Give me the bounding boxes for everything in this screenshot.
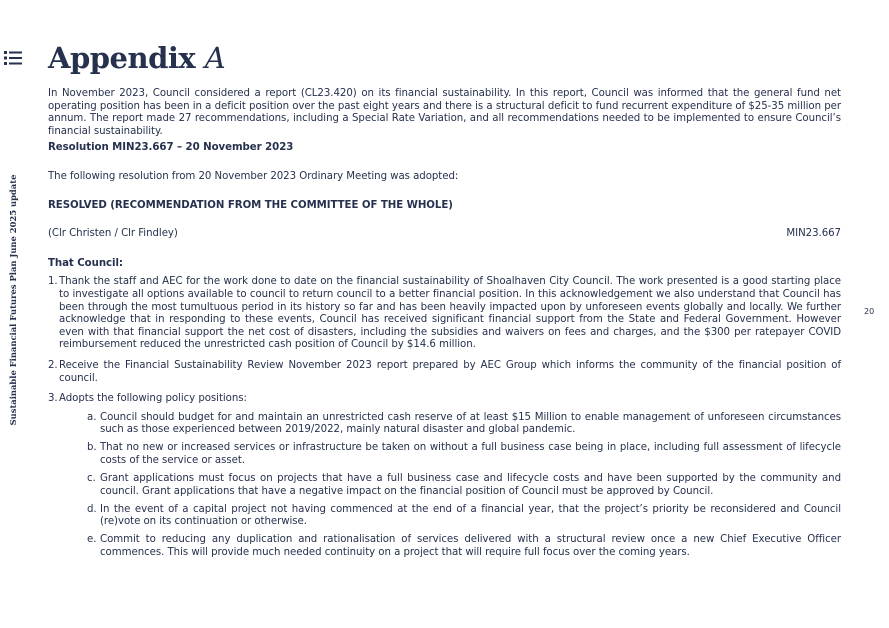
sub-list-item [87,412,841,437]
resolution-list [48,276,841,565]
movers: (Clr Christen / Clr Findley) [48,228,178,240]
sub-list-item [87,442,841,467]
list-item [48,393,841,565]
main-content [48,88,841,573]
policy-positions-list [87,412,841,560]
sub-list-item [87,534,841,559]
list-item-text: Receive the Financial Sustainability Review November 2023 report prepared by AEC Group which informs the community of the financial position of council. [59,359,841,384]
sub-item-text: Grant applications must focus on projects that have a full business case and lifecycle costs and have been supported by the community and council. Grant applications that have a negative impact on the financial position of Council must be approved by Council. [100,473,841,497]
resolved-heading: RESOLVED (RECOMMENDATION FROM THE COMMITTEE OF THE WHOLE) [48,199,453,211]
sub-item-text: Commit to reducing any duplication and rationalisation of services delivered with a structural review once a new Chief Executive Officer commences. This will provide much needed continuity on a project that will require full focus over the coming years. [100,534,841,559]
side-document-title: Sustainable Financial Futures Plan June 2025 update [8,174,18,426]
table-of-contents-icon[interactable] [4,50,22,66]
list-item-number: 1. [48,276,58,288]
sub-item-letter: e. [87,534,97,546]
list-item-body [59,393,841,565]
sub-item-letter: b. [87,442,97,454]
title-letter: A [204,41,226,75]
title-main: Appendix [48,41,196,75]
list-item-number: 2. [48,359,58,371]
adopted-text: The following resolution from 20 November 2023 Ordinary Meeting was adopted: [48,170,459,182]
that-council-heading: That Council: [48,257,123,269]
page-number: 20 [864,307,875,316]
sub-list-item [87,473,841,498]
list-item-text: Adopts the following policy positions: [59,393,247,405]
movers-row [48,228,841,241]
sub-list-item [87,504,841,529]
resolution-heading: Resolution MIN23.667 – 20 November 2023 [48,142,294,154]
intro-paragraph: In November 2023, Council considered a report (CL23.420) on its financial sustainability. In this report, Council was informed that the general fund net operating position has been in a deficit position over the past eight years and there is a structural deficit to fund recurrent expenditure of $25-35 million per annum. The report made 27 recommendations, including a Special Rate Variation, and all recommendations needed to be implemented to ensure Council’s financial sustainability. [48,88,841,137]
list-item [48,276,841,352]
minute-number: MIN23.667 [786,228,841,240]
sub-item-text: In the event of a capital project not having commenced at the end of a financial year, that the project’s priority be reconsidered and Council (re)vote on its continuation or otherwise. [100,503,841,528]
list-item [48,360,841,385]
page-title [48,40,225,76]
sub-item-letter: d. [87,503,97,515]
sub-item-letter: a. [87,411,97,423]
sub-item-text: That no new or increased services or infrastructure be taken on without a full business case being in place, including full assessment of lifecycle costs of the service or asset. [100,442,841,466]
sub-item-letter: c. [87,473,96,485]
sub-item-text: Council should budget for and maintain an unrestricted cash reserve of at least $15 Million to enable management of unforeseen circumstances such as those experienced between 2019/2022, mainly natural disaster and global pandemic. [100,411,841,436]
list-item-number: 3. [48,393,58,405]
list-item-text: Thank the staff and AEC for the work done to date on the financial sustainability of Shoalhaven City Council. The work presented is a good starting place to investigate all options available to council to return council to a better financial position. In this acknowledgement we also understand that Council has been through the most tumultuous period in its history so far and has been heavily impacted upon by unforeseen events globally and locally. We further acknowledge that in responding to these events, Council has received significant financial support from the State and Federal Government. However even with that financial support the net cost of disasters, including the subsidies and waivers on fees and charges, and the $300 per ratepayer COVID reimbursement reduced the unrestricted cash position of Council by $14.6 million. [59,276,841,351]
